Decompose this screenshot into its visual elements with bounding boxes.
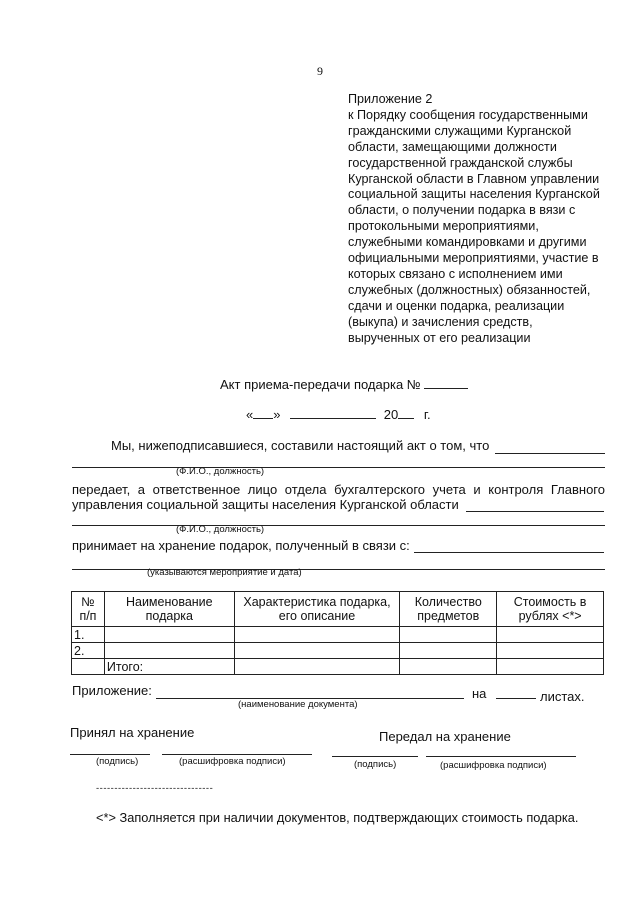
cell-description[interactable] (234, 643, 400, 659)
appendix-line: гражданскими служащими Курганской (348, 123, 572, 138)
caption-event: (указываются мероприятие и дата) (147, 567, 302, 578)
cell-quantity[interactable] (400, 643, 497, 659)
total-cost[interactable] (497, 659, 604, 675)
giver-signature-line[interactable] (332, 756, 418, 757)
appendix-line: государственной гражданской службы (348, 155, 573, 170)
attachment-on: на (472, 686, 487, 701)
accepted-label: Принял на хранение (70, 725, 195, 740)
total-quantity[interactable] (400, 659, 497, 675)
event-field[interactable] (414, 552, 604, 553)
appendix-block (348, 92, 600, 347)
table-row (72, 643, 604, 659)
accepts-text: принимает на хранение подарок, полученный в связи с: (72, 538, 410, 553)
transfer-field[interactable] (466, 511, 604, 512)
appendix-line: области, замещающими должности (348, 139, 557, 154)
fio-line-2[interactable] (72, 525, 605, 526)
cell-cost[interactable] (497, 627, 604, 643)
appendix-line: (выкупа) и зачисления средств, (348, 314, 533, 329)
intro-text: Мы, нижеподписавшиеся, составили настоящий акт о том, что (111, 438, 490, 453)
header-name: Наименование подарка (104, 592, 234, 627)
appendix-line: к Порядку сообщения государственными (348, 107, 588, 122)
year-prefix: 20 (383, 407, 399, 422)
footnote-separator: -------------------------------- (96, 783, 214, 794)
date-close-quote: » (273, 407, 281, 422)
giver-sign-caption: (подпись) (354, 759, 397, 770)
total-label: Итого: (104, 659, 234, 675)
fio-line-1[interactable] (72, 467, 605, 468)
attachment-label: Приложение: (72, 683, 152, 698)
caption-document: (наименование документа) (238, 699, 358, 710)
year-suffix: г. (423, 407, 431, 422)
appendix-line: социальной защиты населения Курганской (348, 187, 600, 202)
appendix-line: протокольными мероприятиями, (348, 219, 539, 234)
header-quantity: Количество предметов (400, 592, 497, 627)
cell-cost[interactable] (497, 643, 604, 659)
table-row (72, 627, 604, 643)
table-header-row (72, 592, 604, 627)
appendix-line: служебных (должностных) обязанностей, (348, 282, 591, 297)
receiver-decode-caption: (расшифровка подписи) (179, 756, 286, 767)
appendix-line: Приложение 2 (348, 92, 433, 106)
cell-name[interactable] (104, 643, 234, 659)
page-number: 9 (317, 64, 323, 78)
appendix-line: служебными командировками и другими (348, 235, 587, 250)
cell-name[interactable] (104, 627, 234, 643)
appendix-line: официальными мероприятиями, участие в (348, 251, 599, 266)
cell-quantity[interactable] (400, 627, 497, 643)
cell-description[interactable] (234, 627, 400, 643)
date-month-field[interactable] (290, 406, 376, 419)
transfer-line-1: передает, а ответственное лицо отдела бухгалтерского учета и контроля Главного (72, 482, 605, 497)
receiver-signature-line[interactable] (70, 754, 150, 755)
appendix-line: сдачи и оценки подарка, реализации (348, 298, 565, 313)
intro-field[interactable] (495, 453, 605, 454)
appendix-line: вырученных от его реализации (348, 330, 531, 345)
transfer-line-2: управления социальной защиты населения Курганской области (72, 497, 459, 512)
act-number-field[interactable] (424, 376, 468, 389)
total-empty-cell (72, 659, 105, 675)
row-number: 2. (72, 643, 105, 659)
header-number: № п/п (72, 592, 105, 627)
header-description: Характеристика подарка, его описание (234, 592, 400, 627)
caption-fio-1: (Ф.И.О., должность) (176, 466, 265, 477)
receiver-decode-line[interactable] (162, 754, 312, 755)
date-day-field[interactable] (253, 406, 273, 419)
transferred-label: Передал на хранение (379, 729, 511, 744)
giver-decode-caption: (расшифровка подписи) (440, 760, 547, 771)
caption-fio-2: (Ф.И.О., должность) (176, 524, 265, 535)
total-description[interactable] (234, 659, 400, 675)
attachment-sheets: листах. (540, 689, 585, 704)
row-number: 1. (72, 627, 105, 643)
date-open-quote: « (246, 407, 254, 422)
sheets-count-field[interactable] (496, 698, 536, 699)
date-year-field[interactable] (398, 406, 414, 419)
gift-table (71, 591, 604, 675)
header-cost: Стоимость в рублях <*> (497, 592, 604, 627)
act-date-row (246, 406, 431, 422)
act-title-row (220, 376, 468, 392)
appendix-line: Курганской области в Главном управлении (348, 171, 600, 186)
appendix-line: которых связано с исполнением ими (348, 266, 563, 281)
footnote-text: <*> Заполняется при наличии документов, подтверждающих стоимость подарка. (96, 810, 579, 825)
giver-decode-line[interactable] (426, 756, 576, 757)
receiver-sign-caption: (подпись) (96, 756, 139, 767)
appendix-line: области, о получении подарка в вязи с (348, 203, 576, 218)
act-title: Акт приема-передачи подарка № (220, 377, 421, 392)
table-total-row (72, 659, 604, 675)
